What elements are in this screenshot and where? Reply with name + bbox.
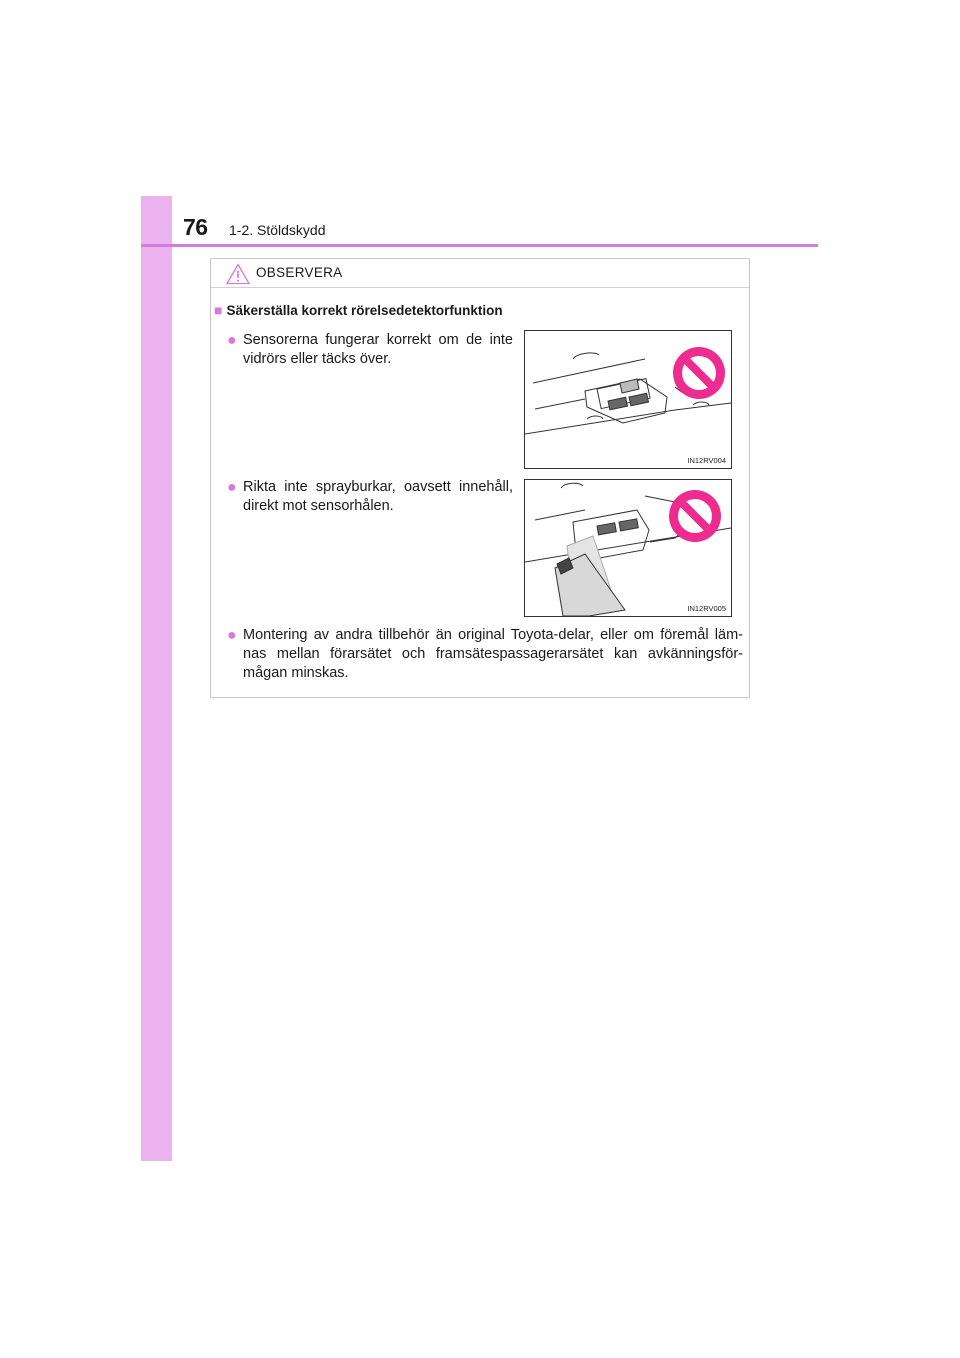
bullet-item [227,331,513,369]
caution-subheading [214,302,503,318]
square-bullet-icon: ■ [214,302,223,318]
prohibition-icon [673,347,725,399]
prohibition-icon [669,490,721,542]
subheading-text: Säkerställa korrekt rörelsedetektorfunktion [226,303,503,318]
chapter-side-tab [141,196,172,1161]
caution-box [210,258,750,698]
circle-bullet-icon: ● [227,332,237,349]
bullet-text: Sensorerna fungerar korrekt om de inte vidrörs eller täcks över. [243,332,513,367]
bullet-item [227,626,743,683]
figure-code: IN12RV005 [687,604,726,613]
bullet-item [227,478,513,516]
section-title: 1-2. Stöldskydd [229,222,326,238]
circle-bullet-icon: ● [227,627,237,644]
spray-can-illustration [525,480,731,616]
figure-code: IN12RV004 [687,456,726,465]
overhead-console-illustration [525,331,731,468]
figure-spray-can [524,479,732,617]
bullet-text: Montering av andra tillbehör än original Toyota-delar, eller om föremål läm-nas mellan förarsätet och framsätespassagerarsätet kan avkänningsför-mågan minskas. [243,627,743,681]
page-number: 76 [183,214,208,240]
caution-label: OBSERVERA [256,265,343,280]
circle-bullet-icon: ● [227,479,237,496]
figure-sensor-covered [524,330,732,469]
caution-header [211,259,749,288]
warning-triangle-icon [226,263,250,285]
bullet-text: Rikta inte sprayburkar, oavsett innehåll, direkt mot sensorhålen. [243,479,513,514]
header-rule [141,244,818,247]
